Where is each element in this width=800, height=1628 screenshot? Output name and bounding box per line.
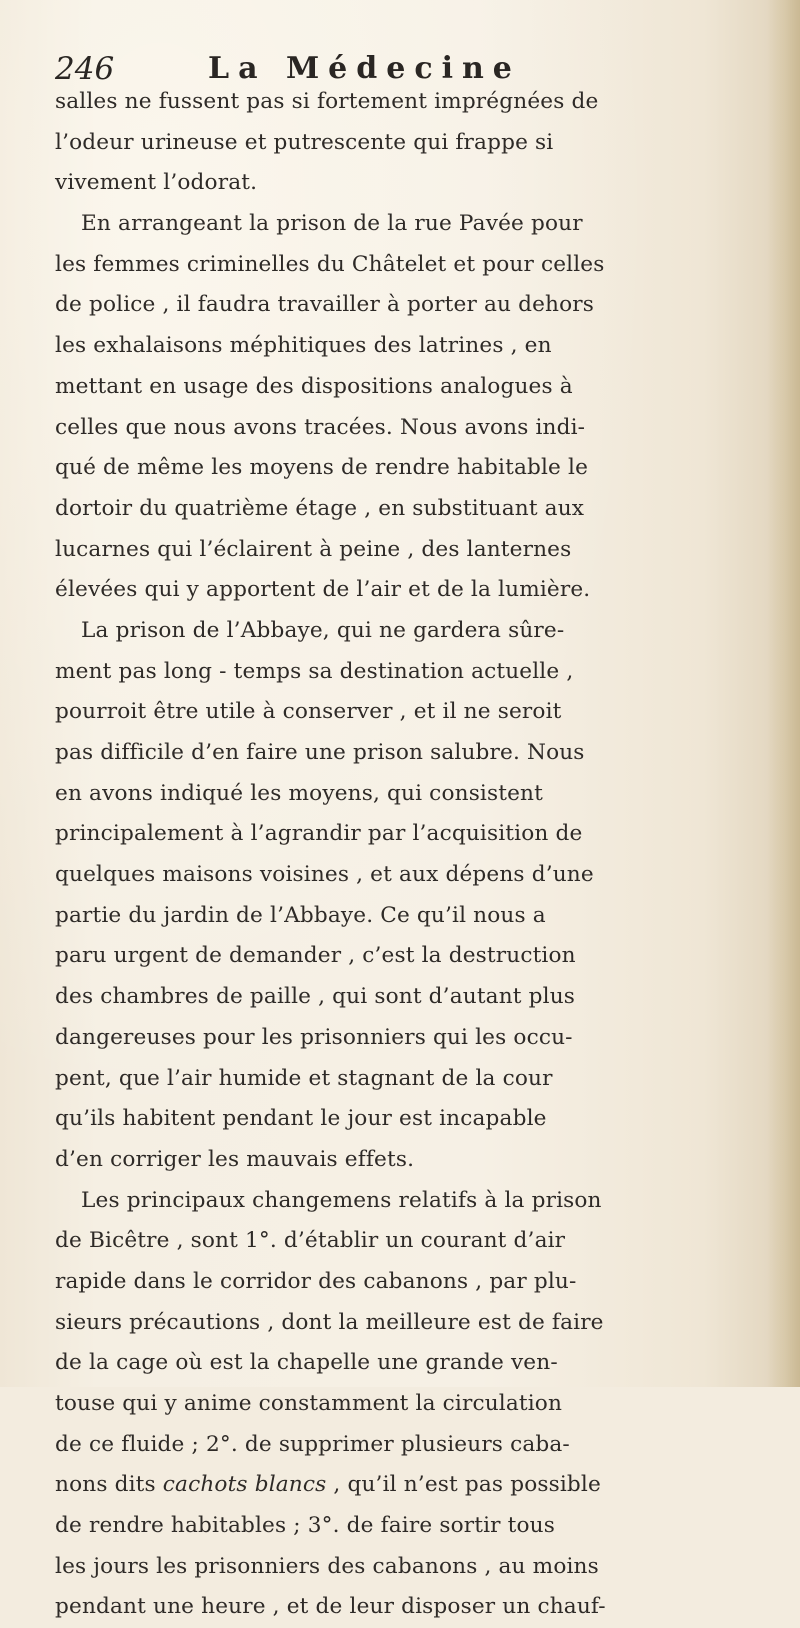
text-line	[55, 367, 797, 408]
text-line-segment: quelques maisons voisines , et aux dépens d’une	[55, 862, 594, 888]
text-line-segment: La prison de l’Abbaye, qui ne gardera sûre-	[81, 617, 565, 643]
text-line	[55, 611, 797, 652]
text-line	[55, 652, 797, 693]
text-line-segment: mettant en usage des dispositions analogues à	[55, 373, 573, 399]
text-line	[55, 1587, 797, 1628]
text-line	[55, 1262, 797, 1303]
text-line	[55, 285, 797, 326]
text-line	[55, 1140, 797, 1181]
text-line-segment: touse qui y anime constamment la circulation	[55, 1391, 563, 1416]
text-line	[55, 1181, 797, 1222]
text-line	[55, 163, 797, 204]
text-line-segment: de Bicêtre , sont 1°. d’établir un courant d’air	[55, 1228, 566, 1254]
text-line	[55, 692, 797, 733]
text-line	[55, 326, 797, 367]
text-line-segment: ment pas long - temps sa destination actuelle ,	[55, 658, 574, 684]
text-line-segment: lucarnes qui l’éclairent à peine , des lanternes	[55, 536, 572, 562]
text-line-segment: vivement l’odorat.	[55, 170, 258, 196]
body-text	[55, 82, 797, 1628]
text-line	[55, 570, 797, 611]
text-line	[55, 448, 797, 489]
text-line-segment: partie du jardin de l’Abbaye. Ce qu’il nous a	[55, 902, 546, 928]
text-line-segment: qué de même les moyens de rendre habitable le	[55, 455, 589, 481]
text-line	[55, 1506, 797, 1547]
text-line-segment: dortoir du quatrième étage , en substituant aux	[55, 495, 585, 521]
text-line-segment: l’odeur urineuse et putrescente qui frappe si	[55, 129, 554, 155]
text-line	[55, 1343, 797, 1384]
text-line	[55, 1059, 797, 1100]
text-line	[55, 1465, 797, 1506]
text-line	[55, 1425, 797, 1466]
text-line	[55, 1018, 797, 1059]
text-line-segment: rapide dans le corridor des cabanons , par plu-	[55, 1268, 577, 1294]
text-line	[55, 489, 797, 530]
text-line-segment: les jours les prisonniers des cabanons , au moins	[55, 1553, 599, 1579]
text-line	[55, 1303, 797, 1344]
text-line-segment: qu’ils habitent pendant le jour est incapable	[55, 1106, 547, 1132]
text-line	[55, 204, 797, 245]
text-line-segment: dangereuses pour les prisonniers qui les occu-	[55, 1024, 573, 1050]
text-line-segment: paru urgent de demander , c’est la destruction	[55, 943, 576, 969]
text-line-segment: En arrangeant la prison de la rue Pavée pour	[81, 211, 583, 237]
text-line	[55, 733, 797, 774]
running-head: La Médecine	[208, 51, 521, 86]
text-line-segment: nons dits	[55, 1472, 163, 1498]
text-line	[55, 1221, 797, 1262]
text-line	[55, 977, 797, 1018]
text-line-segment: principalement à l’agrandir par l’acquisition de	[55, 821, 583, 847]
text-line	[55, 1547, 797, 1588]
text-line-segment: sieurs précautions , dont la meilleure est de faire	[55, 1309, 604, 1335]
text-line-segment: de la cage où est la chapelle une grande ven-	[55, 1350, 558, 1376]
text-line	[55, 936, 797, 977]
text-line-segment: des chambres de paille , qui sont d’autant plus	[55, 984, 576, 1010]
text-line	[55, 855, 797, 896]
text-line-segment: pendant une heure , et de leur disposer un chauf-	[55, 1594, 606, 1620]
text-line	[55, 408, 797, 449]
text-line-segment: les exhalaisons méphitiques des latrines , en	[55, 333, 552, 359]
text-line	[55, 245, 797, 286]
text-line-segment: celles que nous avons tracées. Nous avons indi-	[55, 414, 586, 440]
text-line	[55, 896, 797, 937]
text-line	[55, 814, 797, 855]
page-number: 246	[55, 51, 115, 87]
text-line-segment: les femmes criminelles du Châtelet et pour celles	[55, 251, 605, 277]
text-line	[55, 774, 797, 815]
text-line	[55, 1099, 797, 1140]
text-line-segment: salles ne fussent pas si fortement imprégnées de	[55, 89, 599, 114]
text-line-segment: pas difficile d’en faire une prison salubre. Nous	[55, 740, 585, 765]
text-line-segment: de ce fluide ; 2°. de supprimer plusieurs caba-	[55, 1431, 570, 1457]
text-line-segment: pent, que l’air humide et stagnant de la cour	[55, 1065, 553, 1091]
text-line	[55, 123, 797, 164]
text-line-segment: Les principaux changemens relatifs à la prison	[81, 1187, 602, 1213]
text-line-segment: de rendre habitables ; 3°. de faire sortir tous	[55, 1513, 555, 1539]
italic-phrase: cachots blancs	[162, 1472, 327, 1498]
text-line-segment: d’en corriger les mauvais effets.	[55, 1146, 415, 1172]
text-line-segment: élevées qui y apportent de l’air et de la lumière.	[55, 577, 591, 603]
text-line	[55, 82, 797, 123]
text-line	[55, 530, 797, 571]
text-line-segment: de police , il faudra travailler à porter au dehors	[55, 292, 595, 318]
text-line-segment: , qu’il n’est pas possible	[326, 1472, 601, 1498]
text-line-segment: en avons indiqué les moyens, qui consistent	[55, 780, 543, 806]
text-line	[55, 1384, 797, 1425]
text-line-segment: pourroit être utile à conserver , et il ne seroit	[55, 699, 562, 725]
